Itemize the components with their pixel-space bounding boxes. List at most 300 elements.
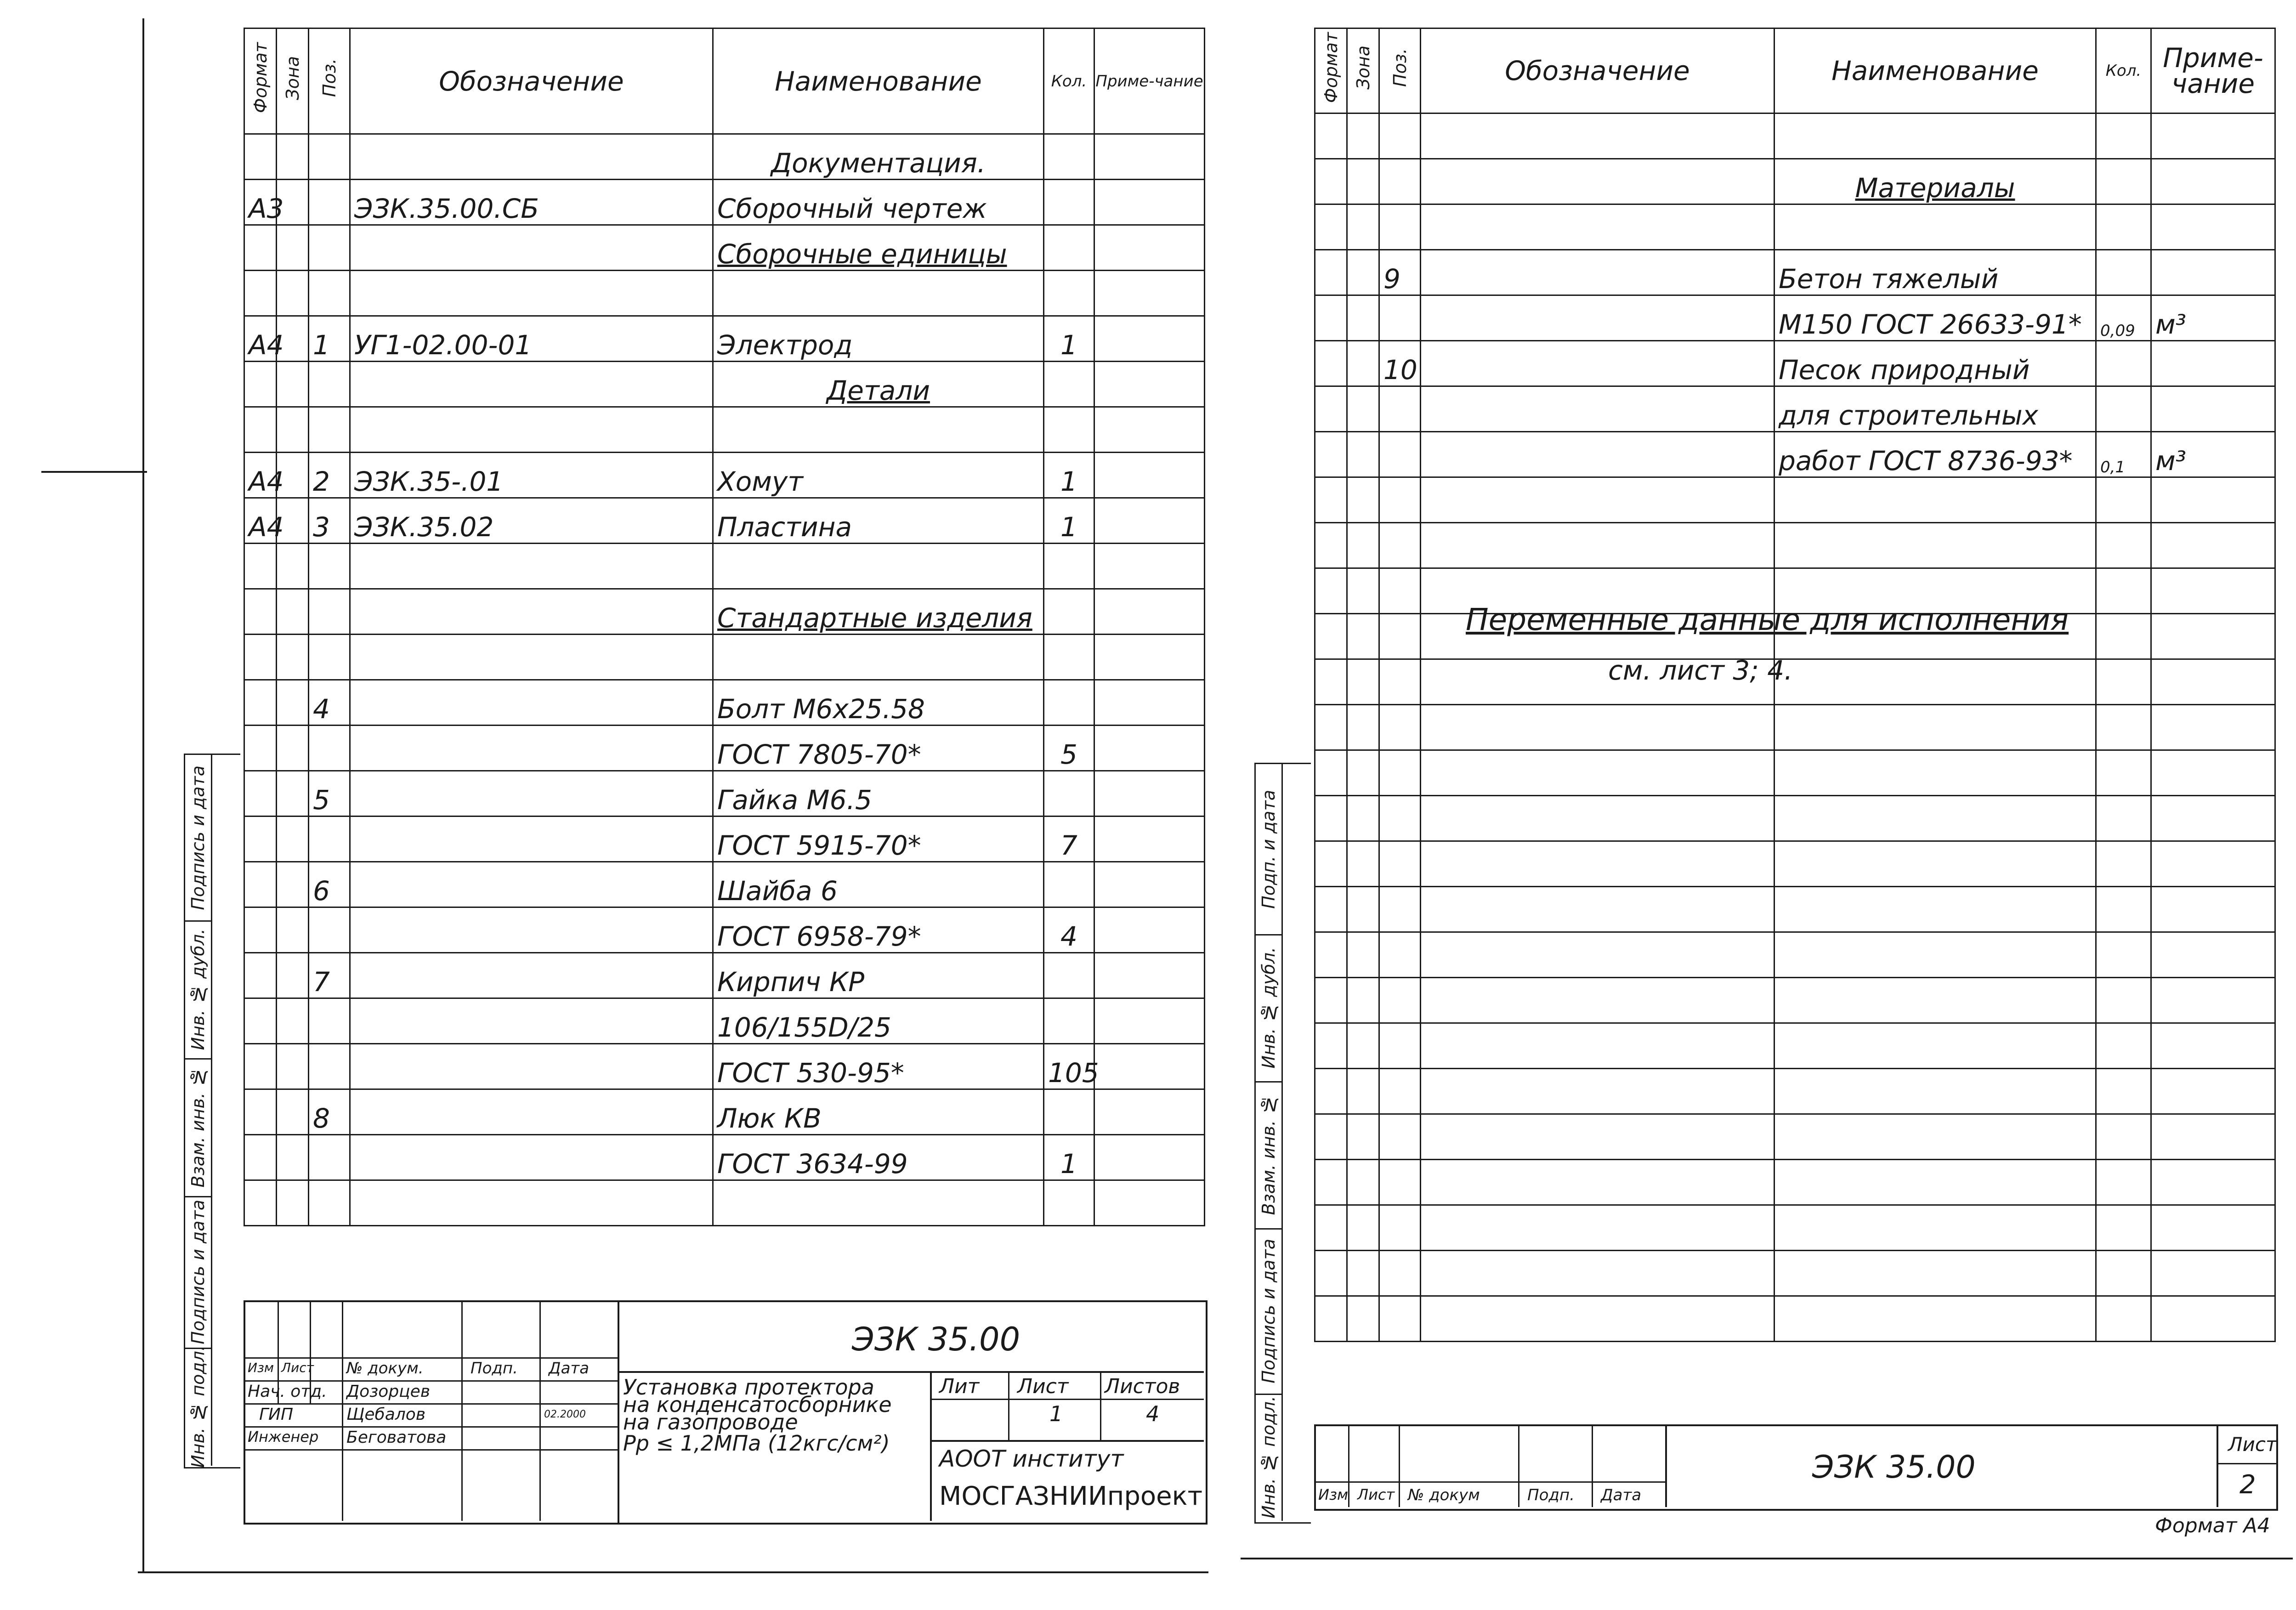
row-name (1774, 887, 2096, 932)
table-row (244, 1044, 1205, 1089)
row-note (1094, 771, 1205, 816)
row-note (2151, 796, 2275, 841)
col-name: Наименование (1831, 55, 2039, 86)
col-pos: Поз. (319, 58, 340, 97)
row-note (1094, 589, 1205, 635)
row-zone (1347, 1069, 1379, 1114)
row-format (244, 680, 277, 726)
row-zone (1347, 750, 1379, 796)
row-name (1774, 523, 2096, 568)
row-qty (1044, 589, 1094, 635)
table-row (1315, 250, 2275, 295)
row-pos (1379, 1251, 1421, 1296)
row-name: Шайба 6 (713, 862, 1044, 907)
row-designation (350, 1089, 713, 1135)
row-qty (1044, 180, 1094, 225)
row-note (2151, 978, 2275, 1023)
side-strip (184, 754, 240, 1468)
row-pos (1379, 386, 1421, 432)
table-row (244, 316, 1205, 362)
row-pos (309, 271, 350, 316)
row-note (1094, 544, 1205, 589)
row-format (244, 862, 277, 907)
row-zone (277, 407, 309, 453)
table-row (1315, 477, 2275, 523)
row-name: Пластина (713, 498, 1044, 544)
col-pos: Поз. (1389, 48, 1410, 87)
row-zone (1347, 887, 1379, 932)
side-inv-dubl (1256, 934, 1283, 1083)
row-zone (277, 816, 309, 862)
row-designation (1421, 978, 1774, 1023)
row-note (1094, 998, 1205, 1044)
row-pos (309, 589, 350, 635)
row-name: Стандартные изделия (713, 589, 1044, 635)
row-pos (309, 907, 350, 953)
table-row (244, 225, 1205, 271)
stamp-sheet-value: 1 (1049, 1401, 1063, 1426)
row-format (1315, 932, 1347, 978)
row-qty: 4 (1044, 907, 1094, 953)
side-label: Взам. инв. № (1259, 1094, 1279, 1215)
title-block (244, 1300, 1208, 1525)
row-pos (1379, 978, 1421, 1023)
row-name (1774, 1114, 2096, 1160)
table-row (1315, 113, 2275, 159)
row-zone (1347, 841, 1379, 887)
row-name: Сборочные единицы (713, 225, 1044, 271)
row-pos (309, 816, 350, 862)
row-name (713, 407, 1044, 453)
row-note (2151, 341, 2275, 386)
row-note (2151, 159, 2275, 204)
table-row (1315, 1205, 2275, 1251)
row-note (1094, 271, 1205, 316)
row-format (244, 1180, 277, 1226)
row-name (1774, 659, 2096, 705)
row-zone (277, 271, 309, 316)
table-row (244, 134, 1205, 180)
row-pos (309, 544, 350, 589)
row-qty: 1 (1044, 498, 1094, 544)
row-pos (1379, 705, 1421, 750)
row-pos (1379, 1114, 1421, 1160)
table-row (1315, 523, 2275, 568)
side-label: Инв. № дубл. (1259, 947, 1279, 1069)
row-pos (309, 998, 350, 1044)
row-zone (1347, 705, 1379, 750)
table-row (1315, 1114, 2275, 1160)
table-row (1315, 1251, 2275, 1296)
row-name: ГОСТ 5915-70* (713, 816, 1044, 862)
stamp-role: Инженер (248, 1428, 319, 1446)
row-qty (2096, 386, 2151, 432)
row-designation (1421, 341, 1774, 386)
row-pos: 9 (1379, 250, 1421, 295)
row-format (244, 407, 277, 453)
row-note (1094, 1135, 1205, 1180)
stamp-date: 02.2000 (544, 1409, 586, 1420)
row-pos (309, 726, 350, 771)
side-label: Подпись и дата (1259, 1238, 1279, 1383)
row-note (2151, 1296, 2275, 1342)
row-qty (2096, 159, 2151, 204)
col-qty: Кол. (1051, 72, 1087, 91)
title-block (1314, 1424, 2278, 1511)
row-format: А4 (244, 498, 277, 544)
row-zone (1347, 250, 1379, 295)
row-zone (277, 134, 309, 180)
row-format (244, 816, 277, 862)
row-format: А3 (244, 180, 277, 225)
row-qty (1044, 1180, 1094, 1226)
row-note: м³ (2151, 432, 2275, 477)
row-pos: 7 (309, 953, 350, 998)
col-qty: Кол. (2105, 62, 2142, 80)
row-name: для строительных (1774, 386, 2096, 432)
row-qty (2096, 750, 2151, 796)
stamp-org: АООТ институт (939, 1446, 1124, 1472)
table-row (244, 1180, 1205, 1226)
side-vzam-inv (1256, 1081, 1283, 1230)
row-name (1774, 1205, 2096, 1251)
row-name: ГОСТ 530-95* (713, 1044, 1044, 1089)
row-name (1774, 932, 2096, 978)
row-zone (1347, 1205, 1379, 1251)
table-row (244, 407, 1205, 453)
row-designation (1421, 705, 1774, 750)
stamp-col-list: Лист (1357, 1486, 1395, 1503)
row-qty (1044, 134, 1094, 180)
row-designation: ЭЗК.35.00.СБ (350, 180, 713, 225)
row-pos (1379, 1023, 1421, 1069)
row-pos (1379, 1296, 1421, 1342)
col-zone: Зона (1353, 45, 1373, 90)
row-qty: 5 (1044, 726, 1094, 771)
row-qty: 1 (1044, 316, 1094, 362)
row-pos (1379, 477, 1421, 523)
row-designation (350, 680, 713, 726)
row-format (1315, 1023, 1347, 1069)
row-name: Материалы (1774, 159, 2096, 204)
row-format (1315, 250, 1347, 295)
stamp-sheet: Лист (1017, 1375, 1069, 1398)
row-qty (2096, 796, 2151, 841)
row-zone (1347, 477, 1379, 523)
row-zone (277, 680, 309, 726)
row-format (1315, 341, 1347, 386)
row-name (1774, 204, 2096, 250)
row-designation: ЭЗК.35.02 (350, 498, 713, 544)
row-zone (277, 225, 309, 271)
row-pos: 4 (309, 680, 350, 726)
stamp-col-sign: Подп. (1527, 1486, 1575, 1504)
row-format (244, 589, 277, 635)
row-format (244, 771, 277, 816)
row-qty (1044, 771, 1094, 816)
row-name: ГОСТ 3634-99 (713, 1135, 1044, 1180)
row-zone (1347, 1114, 1379, 1160)
row-designation (350, 407, 713, 453)
row-note (1094, 816, 1205, 862)
row-name (1774, 841, 2096, 887)
row-designation (350, 1135, 713, 1180)
row-zone (277, 1089, 309, 1135)
side-label: Подпись и дата (188, 1199, 208, 1344)
row-zone (277, 1044, 309, 1089)
row-qty (2096, 932, 2151, 978)
table-row (244, 544, 1205, 589)
side-strip (1254, 763, 1311, 1524)
col-designation: Обозначение (1505, 55, 1690, 86)
row-note: м³ (2151, 295, 2275, 341)
row-format (244, 953, 277, 998)
row-pos (309, 635, 350, 680)
row-name (713, 1180, 1044, 1226)
row-zone (1347, 568, 1379, 614)
table-row (244, 862, 1205, 907)
table-row (244, 498, 1205, 544)
row-pos (1379, 204, 1421, 250)
row-name (1774, 978, 2096, 1023)
row-designation (350, 771, 713, 816)
row-pos (1379, 568, 1421, 614)
table-row (1315, 386, 2275, 432)
row-designation (350, 953, 713, 998)
row-note (2151, 614, 2275, 659)
row-pos (1379, 1069, 1421, 1114)
row-name: работ ГОСТ 8736-93* (1774, 432, 2096, 477)
row-designation (350, 544, 713, 589)
row-note (2151, 250, 2275, 295)
format-label: Формат А4 (2155, 1514, 2270, 1537)
row-format (1315, 1114, 1347, 1160)
table-row (1315, 159, 2275, 204)
row-name: Гайка М6.5 (713, 771, 1044, 816)
stamp-col-izm: Изм (248, 1360, 274, 1375)
table-row (1315, 1023, 2275, 1069)
row-zone (277, 362, 309, 407)
row-designation (1421, 159, 1774, 204)
row-qty (1044, 953, 1094, 998)
stamp-col-list: Лист (281, 1360, 314, 1375)
row-designation (1421, 295, 1774, 341)
row-designation (1421, 796, 1774, 841)
row-zone (277, 635, 309, 680)
row-format (244, 544, 277, 589)
row-zone (277, 862, 309, 907)
row-qty (2096, 1205, 2151, 1251)
row-format (1315, 386, 1347, 432)
row-name: ГОСТ 6958-79* (713, 907, 1044, 953)
row-zone (1347, 1296, 1379, 1342)
row-qty (1044, 1089, 1094, 1135)
row-zone (1347, 386, 1379, 432)
row-name (1774, 1296, 2096, 1342)
row-note (2151, 932, 2275, 978)
stamp-sheets: Листов (1105, 1375, 1180, 1398)
row-note (2151, 887, 2275, 932)
row-designation (1421, 1160, 1774, 1205)
row-name: Хомут (713, 453, 1044, 498)
row-format (244, 1135, 277, 1180)
spec-table (1314, 28, 2276, 1342)
row-name: Кирпич КР (713, 953, 1044, 998)
row-pos: 6 (309, 862, 350, 907)
row-qty (2096, 113, 2151, 159)
col-name: Наименование (775, 65, 982, 97)
side-label: Подпись и дата (188, 765, 208, 910)
row-zone (1347, 932, 1379, 978)
row-qty (2096, 659, 2151, 705)
variable-data-ref: см. лист 3; 4. (1608, 655, 1793, 686)
row-note (2151, 1160, 2275, 1205)
document-code: ЭЗК 35.00 (852, 1321, 1020, 1358)
row-note (2151, 204, 2275, 250)
stamp-col-doc: № докум (1408, 1486, 1480, 1504)
row-pos (1379, 113, 1421, 159)
row-note (2151, 1251, 2275, 1296)
row-note (2151, 386, 2275, 432)
row-qty (2096, 614, 2151, 659)
row-format (1315, 705, 1347, 750)
row-name: Песок природный (1774, 341, 2096, 386)
row-format (244, 998, 277, 1044)
table-row (244, 907, 1205, 953)
row-note (2151, 705, 2275, 750)
row-note (1094, 635, 1205, 680)
row-format (1315, 432, 1347, 477)
cut-mark (41, 471, 147, 473)
table-row (1315, 1160, 2275, 1205)
table-row (244, 998, 1205, 1044)
row-format (1315, 1069, 1347, 1114)
row-format (1315, 1160, 1347, 1205)
row-qty (1044, 998, 1094, 1044)
row-format (1315, 1251, 1347, 1296)
row-zone (1347, 1160, 1379, 1205)
table-row (244, 771, 1205, 816)
row-pos: 3 (309, 498, 350, 544)
row-pos (1379, 659, 1421, 705)
row-pos (1379, 1160, 1421, 1205)
row-name (1774, 750, 2096, 796)
row-format (244, 134, 277, 180)
stamp-title: Установка протектора (623, 1375, 874, 1400)
row-zone (277, 1180, 309, 1226)
row-format (1315, 477, 1347, 523)
row-qty (2096, 477, 2151, 523)
row-name (1774, 477, 2096, 523)
row-format (1315, 750, 1347, 796)
col-note: Приме-чание (1095, 72, 1203, 91)
row-designation (350, 1180, 713, 1226)
stamp-sheet: Лист (2228, 1433, 2277, 1456)
row-qty (2096, 1296, 2151, 1342)
row-note (2151, 1069, 2275, 1114)
row-name (713, 635, 1044, 680)
row-designation (350, 726, 713, 771)
row-qty (2096, 1114, 2151, 1160)
row-qty (2096, 705, 2151, 750)
row-designation (350, 225, 713, 271)
row-zone (1347, 796, 1379, 841)
row-qty (2096, 568, 2151, 614)
row-zone (277, 998, 309, 1044)
row-note (2151, 1023, 2275, 1069)
row-format (244, 726, 277, 771)
row-pos: 1 (309, 316, 350, 362)
side-inv-dubl (185, 920, 212, 1060)
row-name: М150 ГОСТ 26633-91* (1774, 295, 2096, 341)
table-row (1315, 1296, 2275, 1342)
stamp-title: Pр ≤ 1,2МПа (12кгс/см²) (623, 1431, 890, 1456)
table-row (244, 180, 1205, 225)
row-pos: 2 (309, 453, 350, 498)
row-note (1094, 953, 1205, 998)
row-format (1315, 113, 1347, 159)
side-sign-date-2 (1256, 1228, 1283, 1395)
table-row (1315, 295, 2275, 341)
row-pos (1379, 841, 1421, 887)
row-pos (1379, 614, 1421, 659)
row-name (1774, 796, 2096, 841)
row-format (1315, 204, 1347, 250)
row-qty: 105 (1044, 1044, 1094, 1089)
row-name (1774, 1069, 2096, 1114)
row-zone (277, 771, 309, 816)
row-note (1094, 453, 1205, 498)
row-designation: УГ1-02.00-01 (350, 316, 713, 362)
row-qty: 1 (1044, 453, 1094, 498)
side-label: Взам. инв. № (188, 1066, 208, 1188)
table-row (1315, 841, 2275, 887)
row-zone (1347, 978, 1379, 1023)
side-sign-date-1 (1256, 764, 1283, 935)
row-designation: ЭЗК.35-.01 (350, 453, 713, 498)
row-note (1094, 180, 1205, 225)
row-designation (1421, 1069, 1774, 1114)
row-format (244, 271, 277, 316)
row-note (2151, 841, 2275, 887)
stamp-person: Беговатова (346, 1428, 447, 1447)
row-zone (277, 726, 309, 771)
table-row (244, 953, 1205, 998)
row-zone (1347, 159, 1379, 204)
row-format (1315, 796, 1347, 841)
row-qty (1044, 635, 1094, 680)
row-name (1774, 1023, 2096, 1069)
row-designation (350, 816, 713, 862)
row-qty (1044, 407, 1094, 453)
variable-data-caption: Переменные данные для исполнения (1466, 602, 2069, 637)
row-format (1315, 659, 1347, 705)
row-qty: 0,09 (2096, 295, 2151, 341)
row-zone (1347, 659, 1379, 705)
row-name: Детали (713, 362, 1044, 407)
table-header (1315, 28, 2275, 113)
row-format: А4 (244, 453, 277, 498)
row-format (244, 1044, 277, 1089)
row-zone (277, 544, 309, 589)
row-designation (1421, 1296, 1774, 1342)
row-note (2151, 1205, 2275, 1251)
row-qty (1044, 544, 1094, 589)
row-qty (2096, 841, 2151, 887)
row-designation (1421, 1205, 1774, 1251)
stamp-lit: Лит (939, 1375, 980, 1398)
row-note (1094, 225, 1205, 271)
